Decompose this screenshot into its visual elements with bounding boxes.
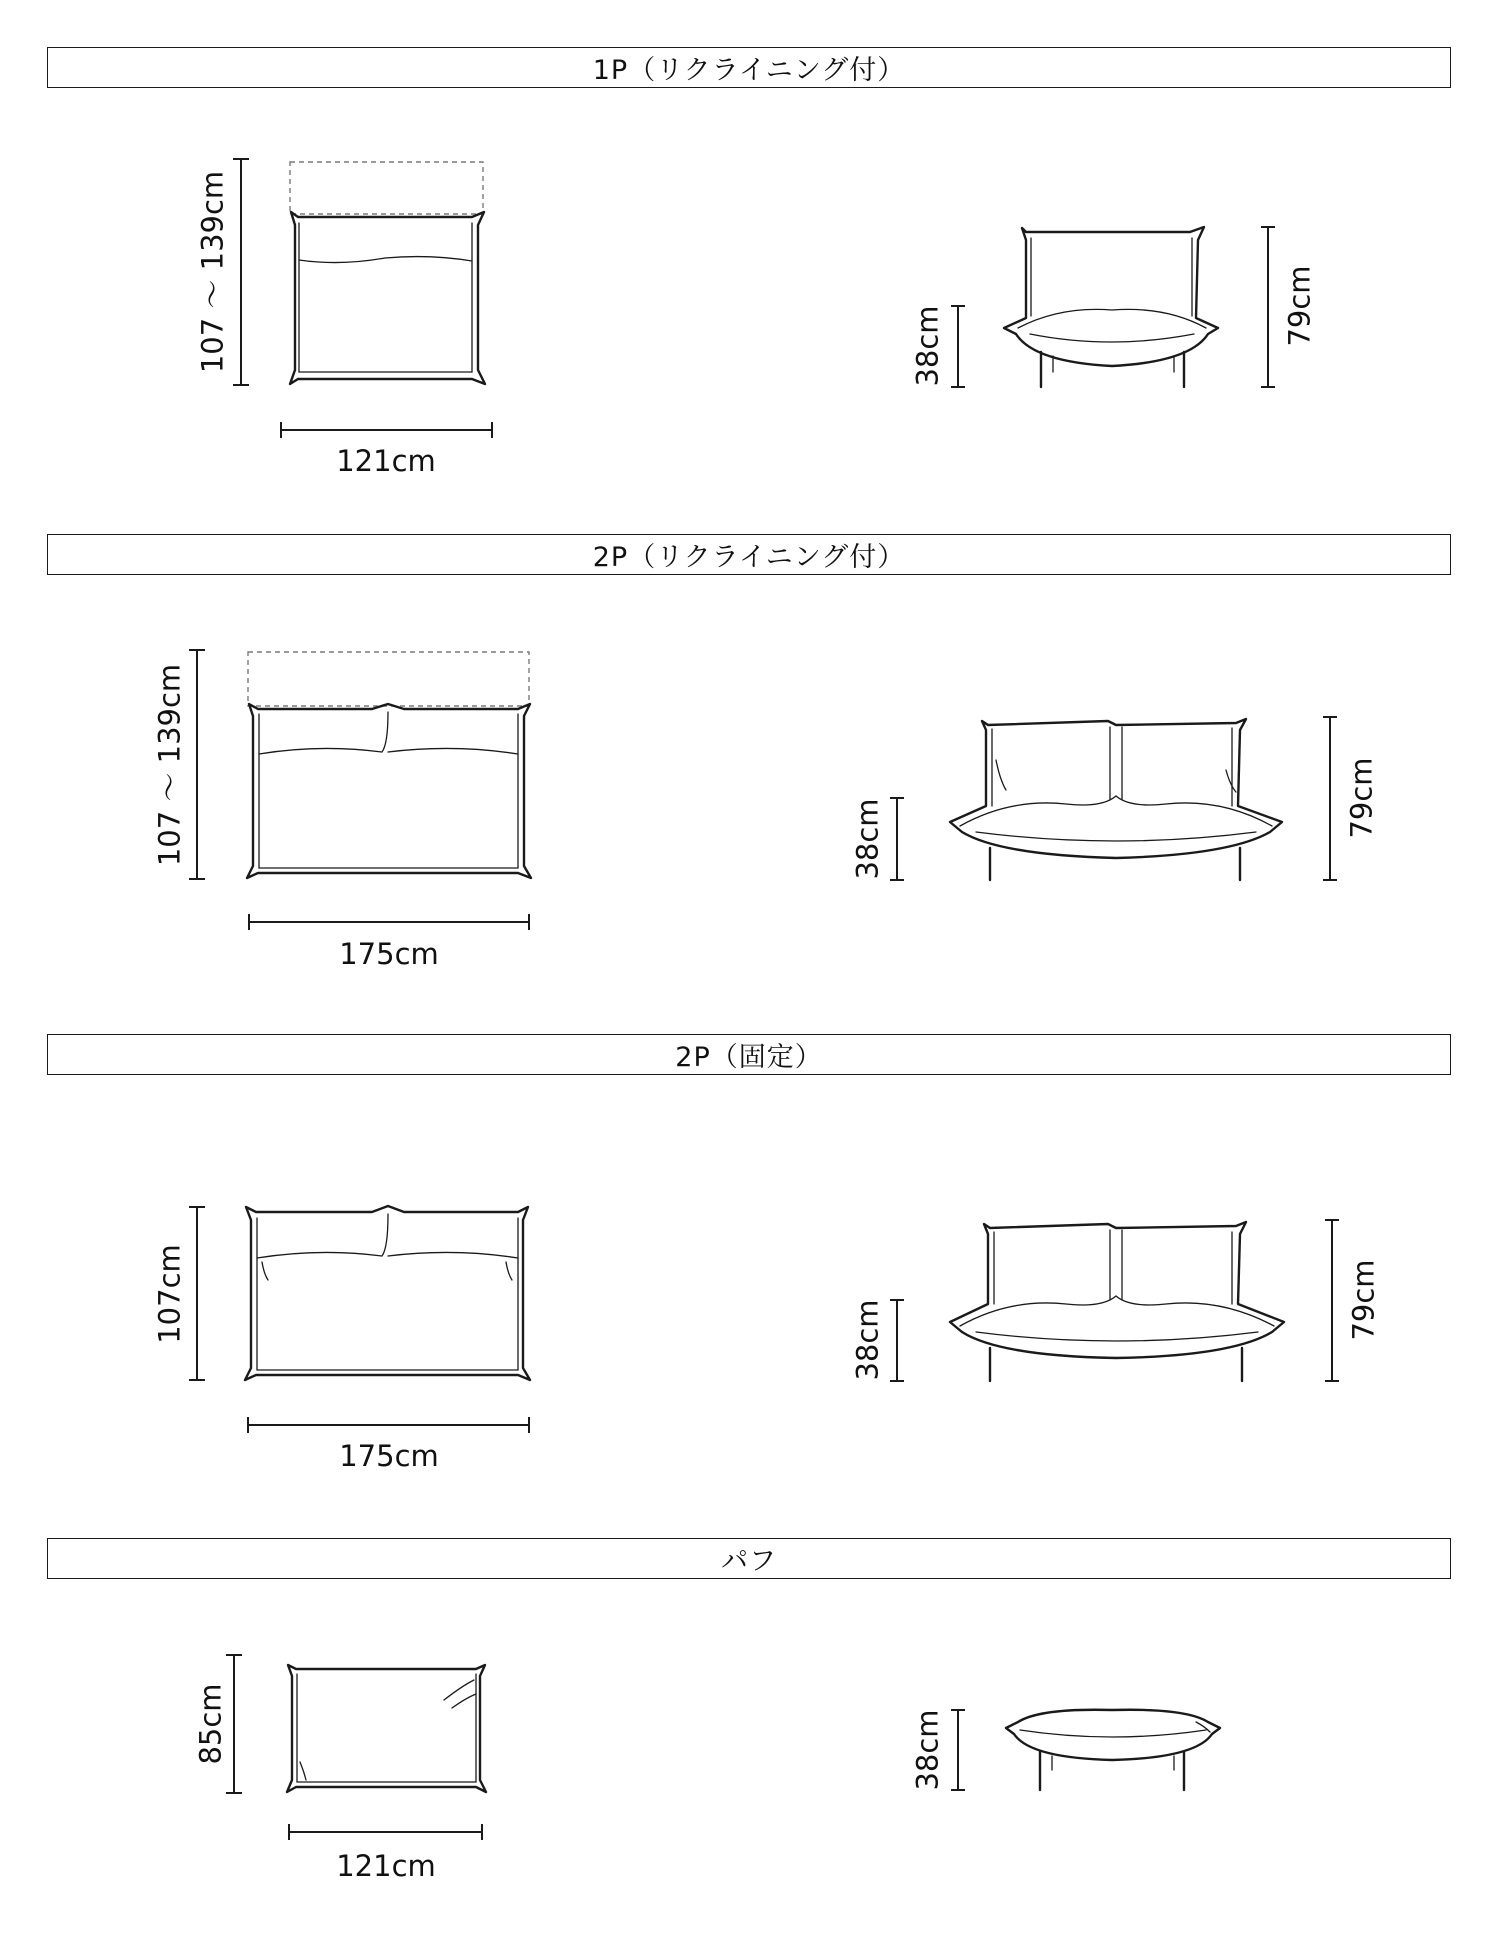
dim-height-1p-recline: 79cm [1282, 265, 1317, 347]
dim-width-pouf: 121cm [336, 1849, 436, 1883]
front-view-1p-recline [951, 227, 1275, 387]
dim-seat-height-pouf: 38cm [910, 1709, 945, 1791]
dim-seat-height-2p-fixed: 38cm [850, 1299, 885, 1381]
section-title-2p-recline: 2P（リクライニング付） [47, 534, 1451, 575]
dim-depth-2p-recline: 107 ～ 139cm [152, 663, 187, 867]
section-title-1p-recline: 1P（リクライニング付） [47, 47, 1451, 88]
dim-seat-height-2p-recline: 38cm [850, 798, 885, 880]
dim-depth-1p-recline: 107 ～ 139cm [195, 170, 230, 374]
dim-width-2p-fixed: 175cm [339, 1439, 439, 1473]
dim-depth-pouf: 85cm [193, 1683, 228, 1765]
section-title-pouf: パフ [47, 1538, 1451, 1579]
front-view-2p-fixed [890, 1220, 1339, 1381]
front-view-2p-recline [890, 717, 1337, 880]
front-view-pouf [951, 1710, 1220, 1790]
plan-view-2p-fixed [189, 1206, 530, 1433]
plan-view-1p-recline [233, 159, 492, 438]
dim-width-1p-recline: 121cm [336, 444, 436, 478]
dim-depth-2p-fixed: 107cm [152, 1244, 187, 1344]
dim-width-2p-recline: 175cm [339, 937, 439, 971]
dim-seat-height-1p-recline: 38cm [910, 305, 945, 387]
plan-view-2p-recline [189, 650, 531, 930]
section-title-2p-fixed: 2P（固定） [47, 1034, 1451, 1075]
plan-view-pouf [226, 1655, 486, 1840]
dim-height-2p-fixed: 79cm [1346, 1259, 1381, 1341]
dim-height-2p-recline: 79cm [1344, 757, 1379, 839]
